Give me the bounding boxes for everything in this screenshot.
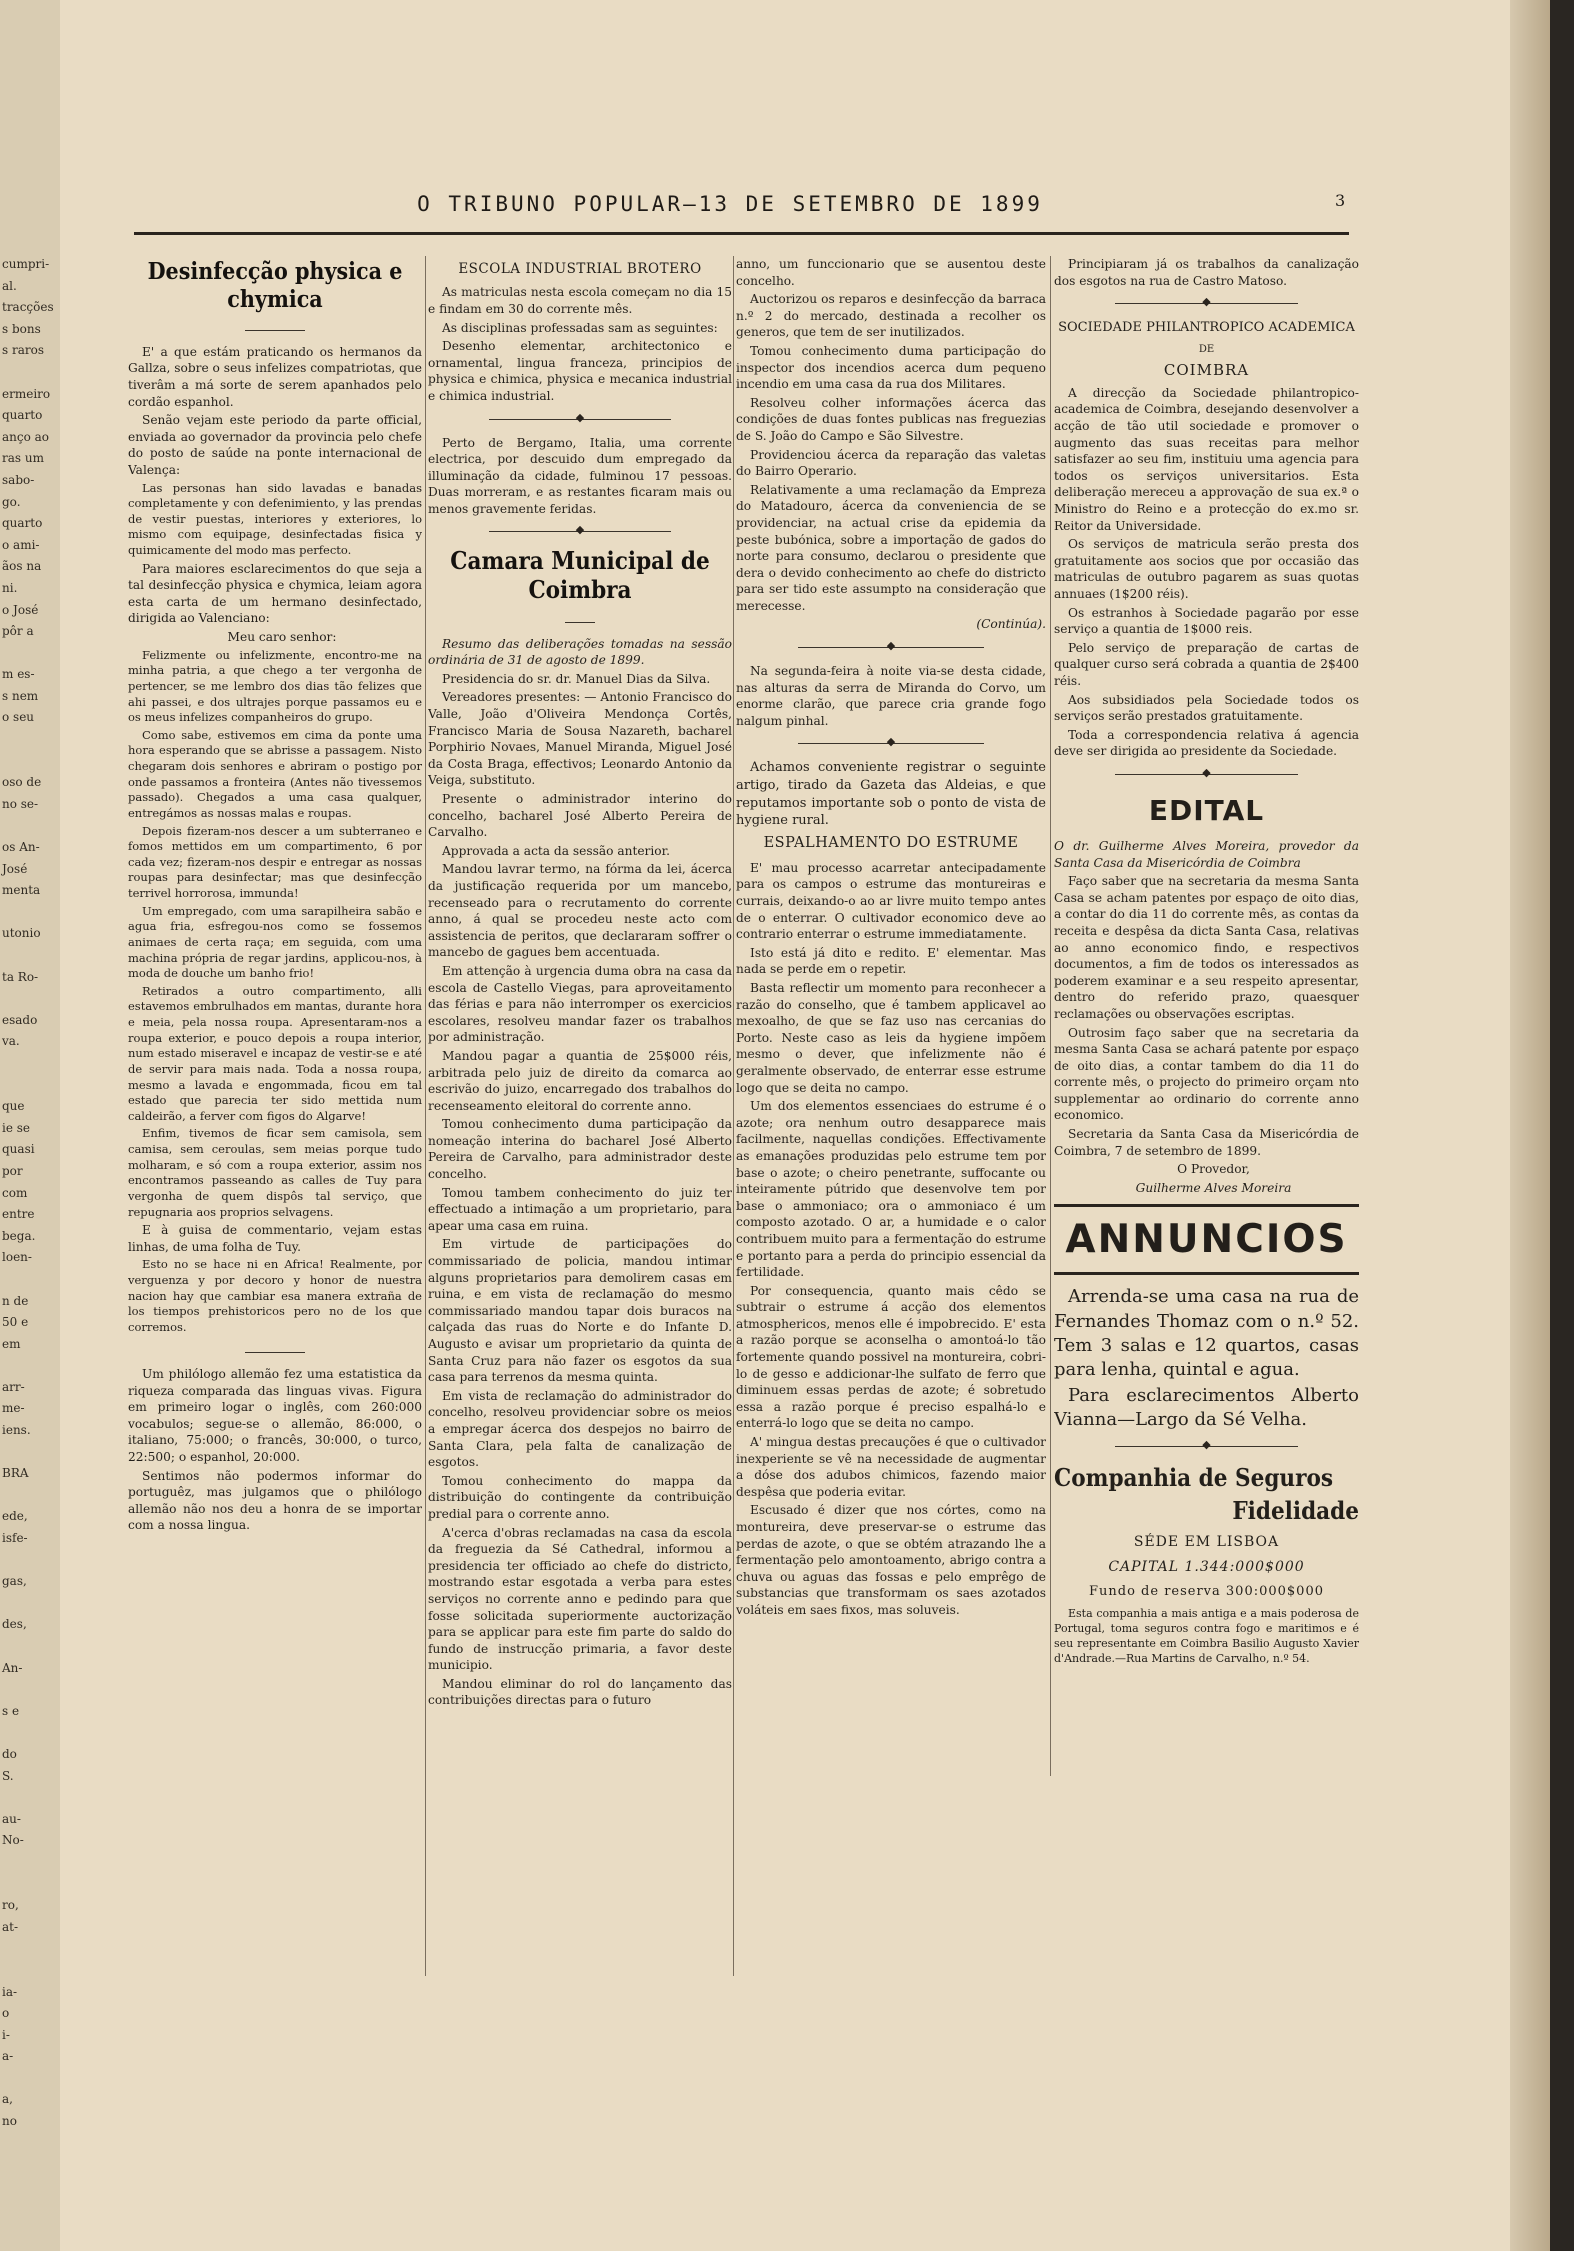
left-page-fragment: n de [2, 1293, 29, 1308]
left-page-fragment: me- [2, 1401, 25, 1416]
left-page-fragment: An- [2, 1660, 23, 1675]
left-page-fragment: quarto [2, 408, 43, 423]
left-page-fragment: at- [2, 1919, 19, 1934]
letter-paragraph: Felizmente ou infelizmente, encontro-me na minha patria, a que chego a ter vergonha de pertencer, se me lembro dos dias tão felizes que ahi passei, e dos ultrajes porque passamos eu e os meus infelizes companheiros do grupo. [128, 647, 422, 725]
section-subheading: COIMBRA [1163, 361, 1250, 380]
company-text: Esta companhia a mais antiga e a mais poderosa de Portugal, toma seguros contra fogo e maritimos e é seu representante em Coimbra Basilio Augusto Xavier d'Andrade.—Rua Martins de Carvalho, n.º 54. [1054, 1607, 1359, 1665]
paragraph: Na segunda-feira à noite via-se desta cidade, nas alturas da serra de Miranda do Corvo, um enorme clarão, que parece cria grande fogo nalgum pinhal. [736, 664, 1046, 728]
paragraph: Um dos elementos essenciaes do estrume é o azote; ora nenhum outro desapparece mais facilmente, naquellas condições. Effectivamente as emanações produzidas pelo estrume tem por base o azote; o cheiro penetrante, suffocante ou inteiramente pútrido que desenvolve tem por base o ammoniaco; ora o ammoniaco é um composto azotado. O ar, a humidade e o calor contribuem muito para a fermentação do estrume e portanto para a perda do principio essencial da fertilidade. [736, 1099, 1046, 1280]
left-page-fragment [0, 1874, 62, 1896]
company-name: Companhia de Seguros [1054, 1463, 1334, 1493]
page-number: 3 [1335, 191, 1346, 210]
left-page-fragment: arr- [2, 1379, 25, 1394]
paragraph: Senão vejam este periodo da parte official, enviada ao governador da provincia pelo chefe do posto de saúde na ponte internacional de Valença: [128, 413, 422, 477]
paragraph: Auctorizou os reparos e desinfecção da barraca n.º 2 do mercado, destinada a recolher os generos, que tem de ser inutilizados. [736, 292, 1046, 340]
paragraph: Tomou conhecimento duma participação da nomeação interina do bacharel José Alberto Pereira de Carvalho, para administrador deste concelho. [428, 1117, 732, 1182]
left-page-fragment: do [2, 1746, 17, 1761]
left-page-fragment: i- [2, 2027, 10, 2042]
paragraph: Sentimos não podermos informar do portuguêz, mas julgamos que o philólogo allemão não nos deu a honra de se importar com a nossa lingua. [128, 1468, 422, 1533]
paragraph: Mandou eliminar do rol do lançamento das contribuições directas para o futuro [428, 1676, 732, 1708]
left-page-fragment: sabo- [2, 472, 35, 487]
left-page-fragment: des, [2, 1617, 27, 1632]
left-page-fragment [0, 362, 62, 384]
paragraph: Por consequencia, quanto mais cêdo se subtrair o estrume á acção dos elementos atmosphericos, menos elle é impobrecido. E' esta a razão porque se aconselha o amontoá-lo tão fortemente quando possivel na montureira, cobri-lo de gesso e addicionar-lhe sulfato de ferro que diminuem essas perdas de azote; é sobretudo essa a razão porque é preciso espalhá-lo e enterrá-lo logo que se deita no campo. [736, 1283, 1046, 1431]
classified-ad: Arrenda-se uma casa na rua de Fernandes Thomaz com o n.º 52. Tem 3 salas e 12 quartos, casas para lenha, quintal e agua. [1054, 1286, 1359, 1380]
left-page-fragment: s e [2, 1703, 20, 1718]
paragraph: Os estranhos à Sociedade pagarão por esse serviço a quantia de 1$000 reis. [1054, 605, 1359, 637]
left-page-fragment: os An- [2, 840, 40, 855]
left-page-fragment [0, 643, 62, 665]
annuncios-heading: ANNUNCIOS [1054, 1204, 1359, 1275]
left-page-fragment: loen- [2, 1250, 32, 1265]
paragraph: Basta reflectir um momento para reconhecer a razão do conselho, que é tambem applicavel ao mexoalho, de que se faz uso nas cercanias do Porto. Neste caso as leis da hygiene impõem mesmo o dever, que infelizmente não é geralmente observado, de enterrar esse estrume logo que se deita no campo. [736, 981, 1046, 1095]
section-heading: ESPALHAMENTO DO ESTRUME [763, 835, 1019, 852]
ornament-divider [428, 525, 732, 539]
column-divider [425, 256, 426, 1976]
divider [428, 611, 732, 628]
left-page-fragment: s raros [2, 343, 44, 358]
left-page-fragment: por [2, 1163, 23, 1178]
masthead [340, 192, 1120, 216]
paragraph: A' mingua destas precauções é que o cultivador inexperiente se vê na necessidade de augmentar a dóse dos adubos chimicos, fazendo maior despêsa que poderia evitar. [736, 1435, 1046, 1499]
left-page-fragment: ermeiro [2, 386, 51, 401]
left-page-fragment: pôr a [2, 624, 34, 639]
paragraph: A'cerca d'obras reclamadas na casa da escola da freguezia da Sé Cathedral, informou a presidencia ter officiado ao chefe do districto, mostrando estar esgotada a verba para estes serviços no corrente anno e pedindo para que fosse solicitada superiormente auctorização para se applicar para este fim parte do saldo do fundo de instrucção primaria, a favor deste municipio. [428, 1525, 732, 1673]
letter-paragraph: Um empregado, com uma sarapilheira sabão e agua fria, esfregou-nos como se fossemos animaes de certa raça; em seguida, com uma machina própria de regar jardins, applicou-nos, à moda de douche um banho frio! [128, 903, 422, 981]
paragraph: Tomou tambem conhecimento do juiz ter effectuado a intimação a um proprietario, para apear uma casa em ruina. [428, 1185, 732, 1233]
ornament-divider [1054, 297, 1359, 311]
left-page-fragment: isfe- [2, 1531, 28, 1546]
left-page-fragment: go. [2, 494, 21, 509]
company-fund: Fundo de reserva 300:000$000 [1089, 1584, 1324, 1600]
left-page-edge [0, 0, 64, 2251]
left-page-fragment [0, 729, 62, 751]
left-page-fragment [0, 945, 62, 967]
signature-title: O Provedor, [1177, 1162, 1250, 1177]
paragraph: Presidencia do sr. dr. Manuel Dias da Silva. [442, 671, 711, 686]
paragraph: Resolveu colher informações ácerca das condições de duas fontes publicas nas freguezias de S. João do Campo e São Silvestre. [736, 395, 1046, 443]
paragraph: E' mau processo acarretar antecipadamente para os campos o estrume das montureiras e currais, deixando-o ao ar livre muito tempo antes de o enterrar. O cultivador economico deve ao contrario enterrar o estrume immediatamente. [736, 860, 1046, 942]
left-page-fragment: ta Ro- [2, 969, 39, 984]
left-page-fragment: BRA [2, 1466, 29, 1481]
paragraph: As disciplinas professadas sam as seguintes: [442, 320, 718, 335]
left-page-fragment: no se- [2, 796, 39, 811]
paragraph: Perto de Bergamo, Italia, uma corrente electrica, por descuido dum empregado da illuminação da cidade, fulminou 17 pessoas. Duas morreram, e as restantes ficaram mais ou menos gravemente feridas. [428, 435, 732, 516]
paragraph: E' a que estám praticando os hermanos da Gallza, sobre o seus infelizes compatriotas, que tiverâm a má sorte de serem apanhados pelo cordão espanhol. [128, 344, 422, 409]
left-page-fragment: ãos na [2, 559, 42, 574]
left-page-fragment [0, 1679, 62, 1701]
column-3 [736, 256, 1046, 1996]
left-page-fragment [0, 1053, 62, 1075]
divider [128, 319, 422, 336]
left-page-fragment: a- [2, 2049, 14, 2064]
paragraph: Principiaram já os trabalhos da canalização dos esgotos na rua de Castro Matoso. [1054, 257, 1359, 288]
paragraph: Toda a correspondencia relativa á agencia deve ser dirigida ao presidente da Sociedade. [1054, 727, 1359, 759]
left-page-fragment [0, 751, 62, 773]
paragraph: Presente o administrador interino do concelho, bacharel José Alberto Pereira de Carvalho. [428, 792, 732, 840]
company-capital: CAPITAL 1.344:000$000 [1108, 1559, 1305, 1576]
article-title: Camara Municipal de Coimbra [450, 546, 710, 605]
left-page-fragment: s nem [2, 688, 39, 703]
left-page-fragment: o ami- [2, 537, 40, 552]
column-4 [1054, 256, 1359, 1776]
paragraph: Para maiores esclarecimentos do que seja a tal desinfecção physica e chymica, leiam agora esta carta de um hermano desinfectado, dirigida ao Valenciano: [128, 561, 422, 626]
masthead-title: O TRIBUNO POPULAR [417, 192, 684, 216]
paragraph: anno, um funccionario que se ausentou deste concelho. [736, 257, 1046, 288]
edital-intro: O dr. Guilherme Alves Moreira, provedor da Santa Casa da Misericórdia de Coimbra [1054, 838, 1359, 870]
left-page-fragment: menta [2, 883, 41, 898]
masthead-date: —13 DE SETEMBRO DE 1899 [683, 192, 1043, 216]
left-page-fragment: José [2, 861, 28, 876]
paragraph: As matriculas nesta escola começam no dia 15 e findam em 30 do corrente mês. [428, 285, 732, 316]
left-page-fragment [0, 1075, 62, 1097]
paragraph: Achamos conveniente registrar o seguinte artigo, tirado da Gazeta das Aldeias, e que reputamos importante sob o ponto de vista de hygiene rural. [736, 760, 1046, 829]
section-heading: ESCOLA INDUSTRIAL BROTERO [458, 261, 702, 277]
salutation: Meu caro senhor: [227, 630, 337, 645]
left-page-fragment: No- [2, 1833, 24, 1848]
edital-heading: EDITAL [1148, 793, 1265, 827]
left-page-fragment: cumpri- [2, 257, 50, 271]
paragraph: Os serviços de matricula serão presta dos gratuitamente aos socios que por occasião das matriculas de outubro pagarem as suas quotas annuaes (1$200 réis). [1054, 537, 1359, 601]
column-divider [1050, 256, 1051, 1776]
left-page-fragment: entre [2, 1207, 35, 1222]
left-page-fragment: S. [2, 1768, 14, 1783]
paragraph: Relativamente a uma reclamação da Empreza do Matadouro, ácerca da conveniencia de se providenciar, na actual crise da epidemia da peste bubónica, sobre a importação de gados do norte para consumo, declarou o presidente que dera o devido conhecimento ao chefe do districto para ser tido este assumpto na consideração que merecesse. [736, 482, 1046, 613]
letter-paragraph: Enfim, tivemos de ficar sem camisola, sem camisa, sem ceroulas, sem meias porque tudo molharam, e só com a roupa exterior, assim nos encontramos passeando as calles de Tuy para vergonha de quem dispôs tal serviço, que repugnaria aos proprios selvagens. [128, 1126, 422, 1219]
ornament-divider [1054, 768, 1359, 782]
left-page-fragment [0, 1636, 62, 1658]
left-page-fragment: iens. [2, 1423, 31, 1438]
paragraph: Approvada a acta da sessão anterior. [442, 843, 670, 858]
paragraph: Isto está já dito e redito. E' elementar. Mas nada se perde em o repetir. [736, 945, 1046, 977]
paragraph: Desenho elementar, architectonico e ornamental, lingua franceza, principios de physica e chimica, physica e mecanica industrial e chimica industrial. [428, 339, 732, 403]
continued-note: (Continúa). [976, 617, 1046, 632]
company-hq: SÉDE EM LISBOA [1133, 1534, 1280, 1551]
left-page-fragment: ie se [2, 1120, 31, 1135]
left-page-fragment: s bons [2, 321, 41, 336]
left-page-fragment: o [2, 2006, 10, 2021]
left-page-fragment [0, 1442, 62, 1464]
ornament-divider [428, 413, 732, 427]
left-page-fragment: que [2, 1099, 25, 1114]
paragraph: Em virtude de participações do commissariado de policia, mandou intimar alguns proprietarios para demolirem casas em ruina, e em vista de reclamação do mesmo commissariado mandou tapar dois buracos na calçada das ruas do Norte e do Infante D. Augusto e avisar um proprietario da quinta de Santa Cruz para não fazer os esgotos da sua casa para terrenos da mesma quinta. [428, 1237, 732, 1385]
ornament-divider [1054, 1440, 1359, 1454]
left-page-fragment: gas, [2, 1574, 27, 1589]
ornament-divider [736, 641, 1046, 655]
left-page-fragment: utonio [2, 926, 41, 941]
left-page-fragment [0, 1269, 62, 1291]
paragraph: Secretaria da Santa Casa da Misericórdia de Coimbra, 7 de setembro de 1899. [1054, 1127, 1359, 1158]
left-page-fragment: ede, [2, 1509, 28, 1524]
left-page-fragment [0, 1852, 62, 1874]
paragraph: A direcção da Sociedade philantropico-academica de Coimbra, desejando desenvolver a acção de tão util sociedade e promover o augmento das suas receitas para melhor satisfazer ao seu fim, instituiu uma agencia para todos os serviços universitarios. Esta deliberação mereceu a approvação de sua ex.ª o Ministro do Reino e a protecção do ex.mo sr. Reitor da Universidade. [1054, 385, 1359, 533]
paragraph: Aos subsidiados pela Sociedade todos os serviços serão prestados gratuitamente. [1054, 692, 1359, 724]
left-page-fragment [0, 1593, 62, 1615]
left-page-fragment: o seu [2, 710, 35, 725]
article-title: Desinfecção physica e chymica [147, 258, 403, 313]
paragraph: Mandou lavrar termo, na fórma da lei, ácerca da justificação requerida por um mancebo, recenseado para o recrutamento do corrente anno, á qual se procedeu neste acto com assistencia de peritos, que declararam soffrer o mancebo de gagues bem accentuada. [428, 862, 732, 960]
left-page-fragment: au- [2, 1811, 21, 1826]
left-page-fragment [0, 1722, 62, 1744]
left-page-fragment: esado [2, 1012, 38, 1027]
left-page-fragment [0, 988, 62, 1010]
left-page-fragment: ia- [2, 1984, 18, 1999]
paragraph: Tomou conhecimento duma participação do inspector dos incendios acerca dum pequeno incendio em uma casa da rua dos Militares. [736, 343, 1046, 392]
masthead-rule [134, 232, 1349, 235]
paragraph: Tomou conhecimento do mappa da distribuição do contingente da contribuição predial para o corrente anno. [428, 1473, 732, 1521]
paragraph: Outrosim faço saber que na secretaria da mesma Santa Casa se achará patente por espaço de oito dias, a contar tambem do dia 11 do corrente mês, o projecto do primeiro orçam nto supplementar ao ordinario do corrente anno economico. [1054, 1025, 1359, 1123]
classified-ad: Para esclarecimentos Alberto Vianna—Largo da Sé Velha. [1054, 1384, 1359, 1431]
section-subheading: DE [1198, 343, 1215, 355]
left-page-fragment: tracções [2, 300, 54, 315]
left-page-fragment: oso de [2, 775, 42, 790]
paragraph: Em vista de reclamação do administrador do concelho, resolveu providenciar sobre os meios a empregar ácerca dos despejos no bairro de Santa Clara, pela falta de canalização de esgotos. [428, 1388, 732, 1470]
paragraph: Pelo serviço de preparação de cartas de qualquer curso será cobrada a quantia de 2$400 réis. [1054, 640, 1359, 688]
left-page-fragment: no [2, 2114, 17, 2129]
signature-name: Guilherme Alves Moreira [1135, 1180, 1292, 1195]
left-page-fragment: anço ao [2, 429, 50, 444]
left-page-fragment: quasi [2, 1142, 35, 1157]
company-name: Fidelidade [1232, 1495, 1359, 1525]
left-page-fragment: ras um [2, 451, 44, 466]
left-page-fragment [0, 1960, 62, 1982]
left-page-fragment: com [2, 1185, 28, 1200]
page-edge-shadow [1510, 0, 1550, 2251]
left-page-fragment [0, 1550, 62, 1572]
left-page-fragment [0, 1787, 62, 1809]
paragraph: Em attenção à urgencia duma obra na casa da escola de Castello Viegas, para aproveitamento das férias e para não interromper os exercicios escolares, resolveu mandar fazer os trabalhos por administração. [428, 963, 732, 1045]
quote: Esto no se hace ni en Africa! Realmente, por verguenza y por decoro y honor de nuestra nacion hay que cambiar esa manera extraña de los tiempos prehistoricos pero no de los que corremos. [128, 1257, 422, 1334]
left-page-fragment: a, [2, 2092, 13, 2107]
column-divider [733, 256, 734, 1976]
left-page-fragment [0, 1938, 62, 1960]
subtitle: Resumo das deliberações tomadas na sessão ordinária de 31 de agosto de 1899. [428, 636, 732, 668]
left-page-fragment [0, 1355, 62, 1377]
left-page-fragment [0, 902, 62, 924]
left-page-fragment: bega. [2, 1228, 36, 1243]
left-page-fragment [0, 1485, 62, 1507]
left-page-fragment: ro, [2, 1898, 19, 1913]
letter-paragraph: Depois fizeram-nos descer a um subterraneo e fomos mettidos em um compartimento, 6 por cada vez; fizeram-nos despir e entregar as nossas roupas para desinfectar; mas que desinfecção terrivel horrorosa, immunda! [128, 823, 422, 900]
left-page-fragment: m es- [2, 667, 35, 682]
ornament-divider [736, 737, 1046, 751]
left-page-fragment [0, 815, 62, 837]
paragraph: Mandou pagar a quantia de 25$000 réis, arbitrada pelo juiz de direito da comarca ao escrivão do juizo, encarregado dos trabalhos do recenseamento eleitoral do corrente anno. [428, 1048, 732, 1113]
left-page-fragment: al. [2, 278, 17, 293]
left-page-fragment: em [2, 1336, 21, 1351]
left-page-fragment: ni. [2, 580, 18, 595]
column-1 [128, 256, 422, 2036]
paragraph: Providenciou ácerca da reparação das valetas do Bairro Operario. [736, 447, 1046, 479]
left-page-fragment: 50 e [2, 1315, 29, 1330]
paragraph: E à guisa de commentario, vejam estas linhas, de uma folha de Tuy. [128, 1223, 422, 1254]
left-page-fragment: va. [2, 1034, 20, 1049]
letter-paragraph: Como sabe, estivemos em cima da ponte uma hora esperando que se abrisse a passagem. Nisto chegaram dois senhores e abriram o postigo por onde passamos a fronteira (Antes não tivessemos passado). Chegados a uma casa qualquer, entregámos as nossas malas e roupas. [128, 727, 422, 820]
left-page-fragment [0, 2068, 62, 2090]
paragraph: Vereadores presentes: — Antonio Francisco do Valle, João d'Oliveira Mendonça Cortês, Francisco Maria de Sousa Nazareth, bacharel Porphirio Novaes, Manuel Miranda, Miguel José da Costa Braga, effectivos; Leonardo Antonio da Veiga, substituto. [428, 690, 732, 788]
column-2 [428, 256, 732, 1996]
section-heading: SOCIEDADE PHILANTROPICO ACADEMICA [1058, 320, 1355, 336]
divider [128, 1341, 422, 1358]
left-page-fragment: quarto [2, 516, 43, 531]
left-page-fragment: o José [2, 602, 39, 617]
paragraph: Escusado é dizer que nos córtes, como na montureira, deve preservar-se o estrume das perdas de azote, o que se obtém atrazando lhe a fermentação pelo amontoamento, abrigo contra a chuva ou aguas das fossas e pelo emprêgo de substancias que transformam os saes azotados voláteis em saes fixos, mas soluveis. [736, 1503, 1046, 1617]
paragraph: Um philólogo allemão fez uma estatistica da riqueza comparada das linguas vivas. Figura em primeiro logar o inglês, com 260:000 vocabulos; segue-se o allemão, 86:000, o italiano, 75:000; o francês, 30:000, o turco, 22:500; o espanhol, 20:000. [128, 1367, 422, 1464]
paragraph: Faço saber que na secretaria da mesma Santa Casa se acham patentes por espaço de oito dias, a contar do dia 11 do corrente mês, as contas da receita e despêsa da dicta Santa Casa, relativas ao anno economico findo, e respectivos documentos, a fim de todos os interessados as poderem examinar e a seu respeito apresentar, dentro do referido prazo, quaesquer reclamações ou observações escriptas. [1054, 874, 1359, 1021]
quote: Las personas han sido lavadas e banadas completamente y con defenimiento, y las prendas de vestir puestas, interiores y exteriores, lo mismo com equipage, desinfectadas fisica y quimicamente del modo mas perfecto. [128, 480, 422, 558]
letter-paragraph: Retirados a outro compartimento, alli estavemos embrulhados em mantas, durante hora e meia, pela nossa roupa. Apresentaram-nos a roupa exterior, e pouco depois a roupa interior, num estado miseravel e incapaz de vestir-se e até de servir para mais nada. Toda a nossa roupa, mesmo a lavada e engommada, ficou em tal estado que parecia ter sido mettida num caldeirão, a ferver com figos do Algarve! [128, 983, 422, 1123]
